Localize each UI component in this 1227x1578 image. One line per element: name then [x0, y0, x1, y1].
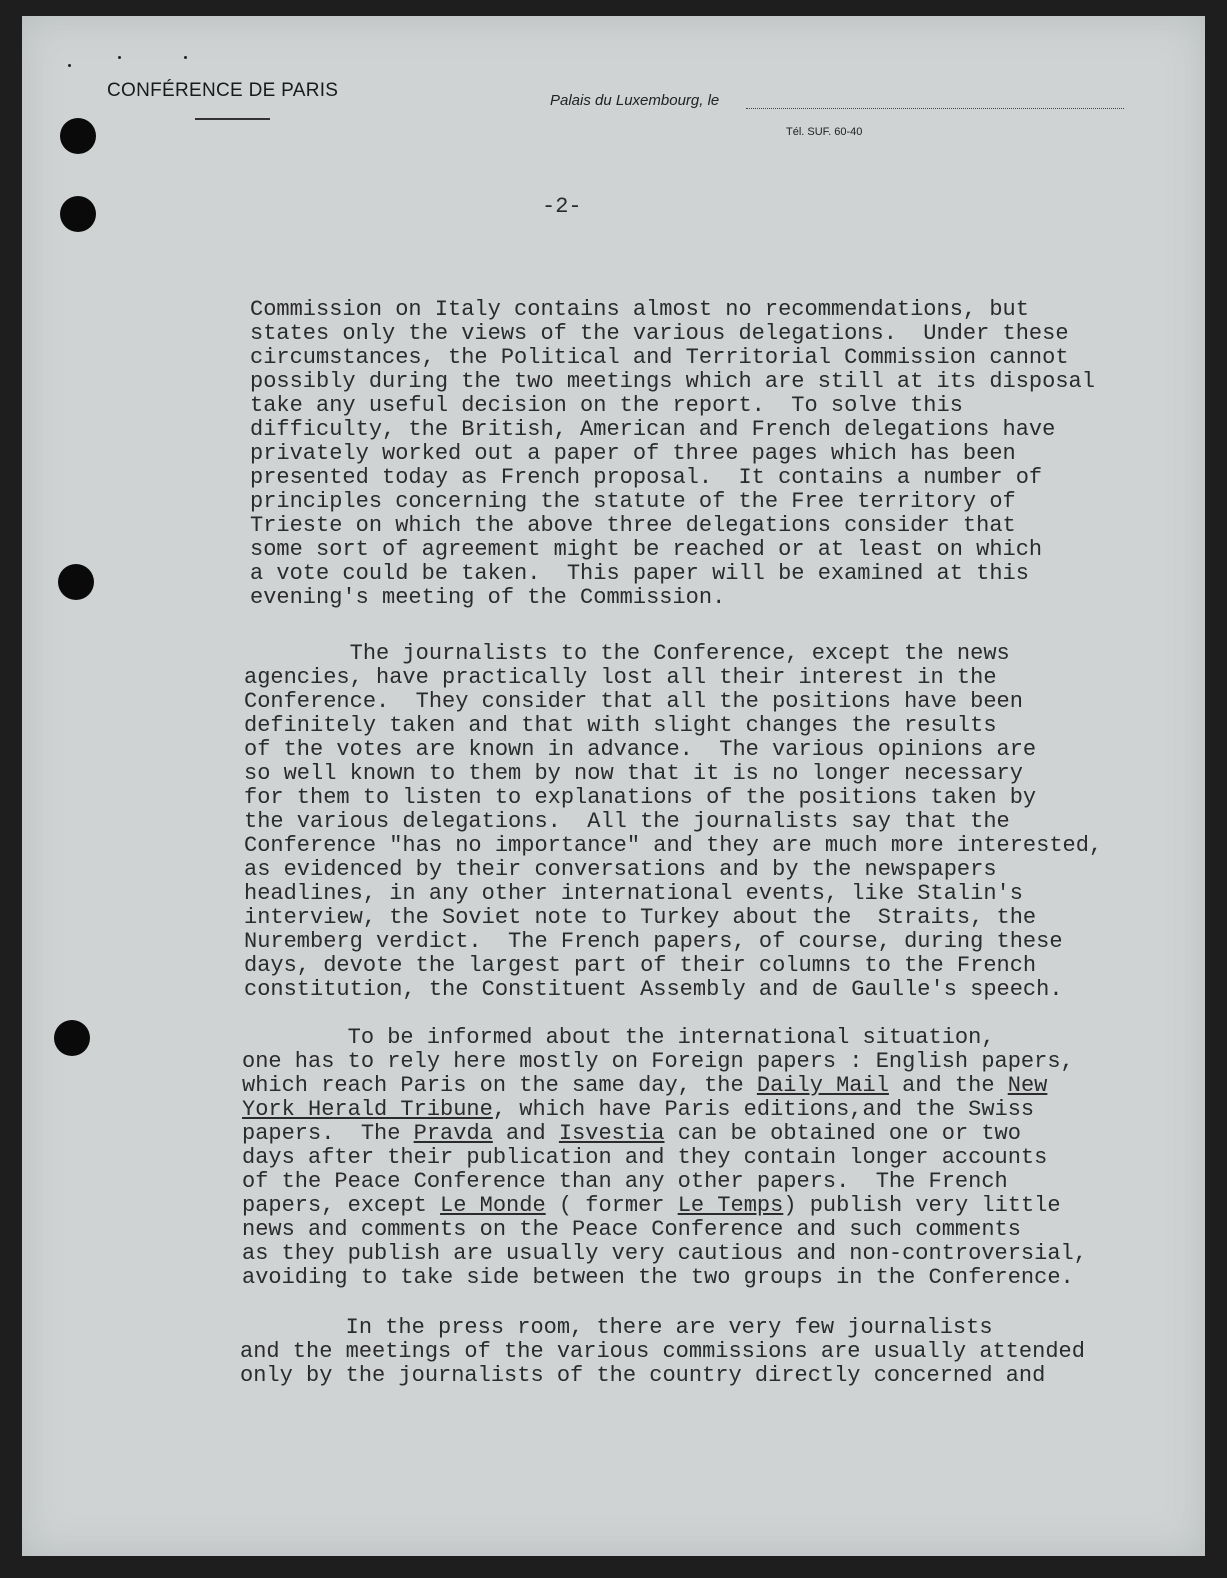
text-line: headlines, in any other international events, like Stalin's [244, 881, 1023, 906]
text-line: papers. The Pravda and Isvestia can be obtained one or two [242, 1121, 1021, 1146]
newspaper-title: Isvestia [558, 1121, 665, 1146]
text-line: days, devote the largest part of their columns to the French [244, 953, 1037, 978]
text-line: interview, the Soviet note to Turkey about the Straits, the [244, 905, 1037, 930]
newspaper-title: Daily Mail [756, 1073, 889, 1098]
newspaper-title: Pravda [413, 1121, 493, 1146]
text-line: The journalists to the Conference, except the news [244, 641, 1010, 666]
text-line: some sort of agreement might be reached or at least on which [250, 537, 1043, 562]
text-line: presented today as French proposal. It contains a number of [250, 465, 1043, 490]
text-line: Nuremberg verdict. The French papers, of course, during these [244, 929, 1063, 954]
text-line: circumstances, the Political and Territorial Commission cannot [250, 345, 1069, 370]
paper-speck [68, 64, 71, 67]
text-line: To be informed about the international situation, [242, 1025, 995, 1050]
punch-hole [60, 118, 96, 154]
text-line: news and comments on the Peace Conference and such comments [242, 1217, 1021, 1242]
paper-speck [118, 56, 121, 59]
text-line: one has to rely here mostly on Foreign papers : English papers, [242, 1049, 1074, 1074]
paper-speck [184, 56, 187, 59]
newspaper-title: Le Monde [440, 1193, 546, 1218]
text-line: Commission on Italy contains almost no recommendations, but [250, 297, 1029, 322]
text-line: Trieste on which the above three delegations consider that [250, 513, 1016, 538]
paragraph-1 [250, 298, 1210, 610]
text-line: definitely taken and that with slight changes the results [244, 713, 997, 738]
date-dotted-line [746, 108, 1124, 109]
text-line: the various delegations. All the journalists say that the [244, 809, 1010, 834]
text-line: principles concerning the statute of the Free territory of [250, 489, 1016, 514]
text-line: constitution, the Constituent Assembly and de Gaulle's speech. [244, 977, 1063, 1002]
text-line: a vote could be taken. This paper will be examined at this [250, 561, 1029, 586]
text-line: difficulty, the British, American and French delegations have [250, 417, 1056, 442]
newspaper-title: New [1007, 1073, 1048, 1098]
text-line: only by the journalists of the country directly concerned and [240, 1363, 1046, 1388]
text-line: Conference "has no importance" and they are much more interested, [244, 833, 1103, 858]
text-line: and the meetings of the various commissions are usually attended [240, 1339, 1085, 1364]
punch-hole [60, 196, 96, 232]
text-line: possibly during the two meetings which are still at its disposal [250, 369, 1095, 394]
text-line: which reach Paris on the same day, the Daily Mail and the New [242, 1073, 1048, 1098]
text-line: as evidenced by their conversations and by the newspapers [244, 857, 997, 882]
text-line: of the Peace Conference than any other papers. The French [242, 1169, 1008, 1194]
text-line: avoiding to take side between the two groups in the Conference. [242, 1265, 1074, 1290]
page-number: -2- [542, 194, 582, 219]
text-line: York Herald Tribune, which have Paris editions,and the Swiss [242, 1097, 1035, 1122]
punch-hole [58, 564, 94, 600]
paragraph-2 [244, 642, 1204, 1002]
text-line: privately worked out a paper of three pages which has been [250, 441, 1016, 466]
newspaper-title: York Herald Tribune [242, 1097, 493, 1122]
text-line: take any useful decision on the report. To solve this [250, 393, 963, 418]
text-line: Conference. They consider that all the positions have been [244, 689, 1023, 714]
paragraph-4 [240, 1316, 1200, 1388]
letterhead-address: Palais du Luxembourg, le [550, 92, 720, 109]
paragraph-3 [242, 1026, 1202, 1290]
text-line: of the votes are known in advance. The various opinions are [244, 737, 1037, 762]
text-line: as they publish are usually very cautious and non-controversial, [242, 1241, 1087, 1266]
newspaper-title: Le Temps [677, 1193, 784, 1218]
letterhead-rule [195, 118, 270, 120]
text-line: days after their publication and they contain longer accounts [242, 1145, 1048, 1170]
text-line: agencies, have practically lost all their interest in the [244, 665, 997, 690]
text-line: states only the views of the various delegations. Under these [250, 321, 1069, 346]
document-page [22, 16, 1205, 1556]
text-line: so well known to them by now that it is no longer necessary [244, 761, 1023, 786]
punch-hole [54, 1020, 90, 1056]
letterhead-telephone: Tél. SUF. 60-40 [786, 126, 863, 138]
text-line: In the press room, there are very few journalists [240, 1315, 993, 1340]
letterhead-title: CONFÉRENCE DE PARIS [107, 80, 339, 101]
text-line: evening's meeting of the Commission. [250, 585, 726, 610]
text-line: papers, except Le Monde ( former Le Temps) publish very little [242, 1193, 1061, 1218]
text-line: for them to listen to explanations of the positions taken by [244, 785, 1037, 810]
